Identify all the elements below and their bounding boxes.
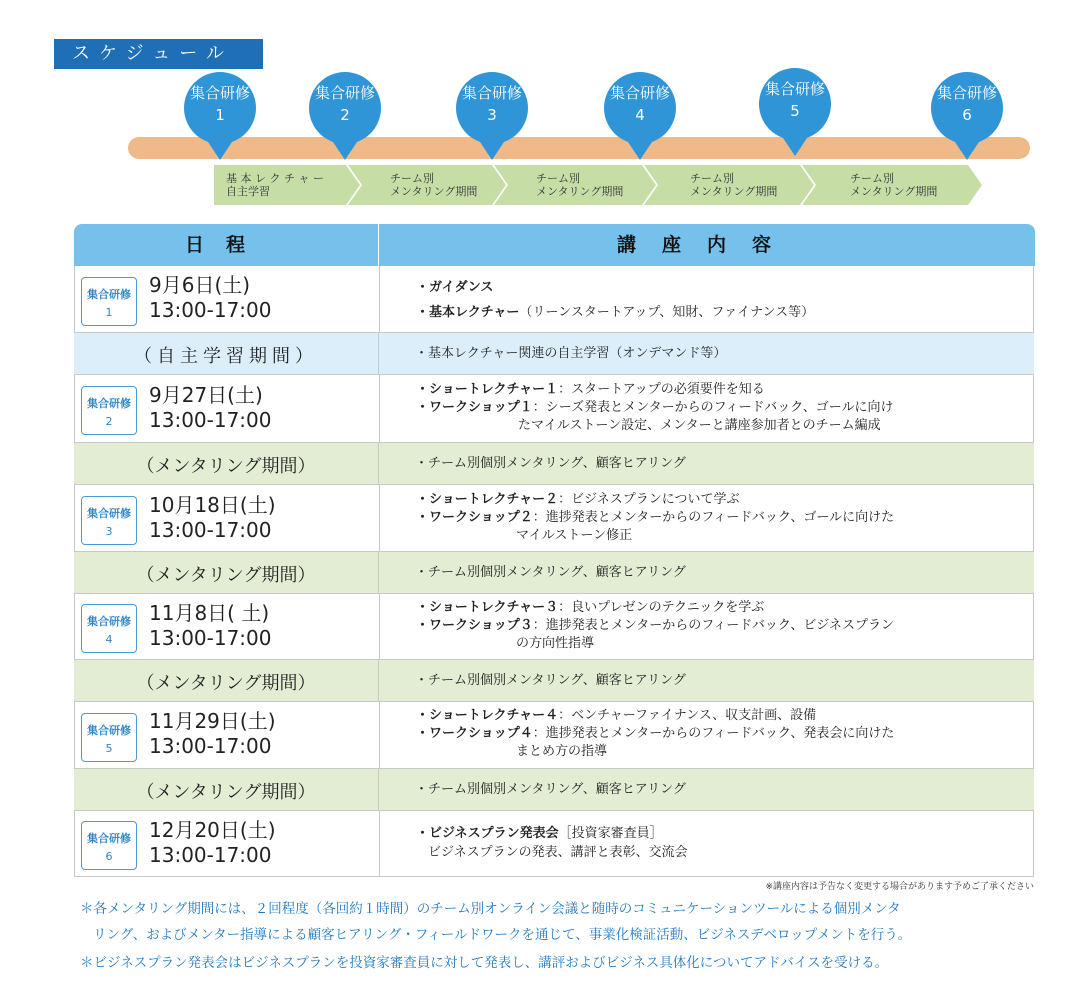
content-line-3: マイルストーン修正	[516, 528, 633, 543]
phase-title: チーム別	[850, 172, 894, 185]
footnote-1-line-2: リング、およびメンター指導による顧客ヒアリング・フィールドワークを通じて、事業化検証活動、ビジネスデベロップメントを行う。	[93, 927, 912, 943]
session-badge	[81, 713, 137, 762]
phase-title: チーム別	[536, 172, 580, 185]
badge-label: 集合研修	[87, 724, 131, 737]
badge-label: 集合研修	[87, 832, 131, 845]
content-line-2: ・ワークショップ１：シーズ発表とメンターからのフィードバック、ゴールに向け	[416, 400, 894, 415]
session-row-6	[74, 811, 1034, 877]
period-label: （メンタリング期間）	[136, 673, 316, 694]
content-line-2: ・ワークショップ２：進捗発表とメンターからのフィードバック、ゴールに向けた	[416, 510, 895, 525]
phase-title: チーム別	[390, 172, 434, 185]
period-row-self-study	[74, 333, 1034, 375]
phase-chevron-3	[494, 165, 656, 205]
session-badge	[81, 604, 137, 653]
disclaimer-note: ※講座内容は予告なく変更する場合があります予めご了承ください	[765, 882, 1034, 892]
period-content: ・チーム別個別メンタリング、顧客ヒアリング	[415, 673, 686, 688]
timeline-pin-5	[759, 68, 831, 156]
pin-number: 6	[962, 106, 972, 124]
session-badge	[81, 821, 137, 870]
session-badge	[81, 277, 137, 326]
footnote-2: ＊ビジネスプラン発表会はビジネスプランを投資家審査員に対して発表し、講評およびビジネス具体化についてアドバイスを受ける。	[80, 955, 889, 971]
phase-subtitle: メンタリング期間	[390, 185, 478, 198]
pin-number: 1	[215, 106, 225, 124]
pin-label: 集合研修	[314, 84, 375, 102]
pin-number: 2	[340, 106, 350, 124]
schedule-label: スケジュール	[54, 39, 263, 69]
phase-chevron-5	[802, 165, 982, 205]
badge-number: 5	[105, 742, 113, 755]
pin-number: 3	[487, 106, 497, 124]
phase-subtitle: メンタリング期間	[690, 185, 778, 198]
badge-number: 6	[105, 850, 113, 863]
session-date: 10月18日(土) 13:00-17:00	[149, 493, 276, 542]
period-label: （メンタリング期間）	[136, 456, 316, 477]
period-label: （自主学習期間）	[134, 346, 318, 367]
badge-label: 集合研修	[87, 507, 131, 520]
session-date: 12月20日(土) 13:00-17:00	[149, 818, 276, 867]
content-line-2: ビジネスプランの発表、講評と表彰、交流会	[428, 845, 688, 860]
phase-subtitle: メンタリング期間	[536, 185, 624, 198]
session-row-3	[74, 485, 1034, 552]
content-line-3: の方向性指導	[516, 636, 595, 651]
phase-title: チーム別	[690, 172, 734, 185]
header-content: 講座内容	[378, 224, 1035, 266]
session-badge	[81, 386, 137, 435]
period-label: （メンタリング期間）	[136, 782, 316, 803]
content-line-1: ・ビジネスプラン発表会［投資家審査員］	[416, 826, 663, 841]
badge-number: 1	[105, 306, 113, 319]
period-content: ・チーム別個別メンタリング、顧客ヒアリング	[415, 782, 686, 797]
pin-number: 4	[635, 106, 645, 124]
pin-number: 5	[790, 102, 800, 120]
period-row-mentoring-4	[74, 769, 1034, 811]
content-line-3: まとめ方の指導	[516, 744, 608, 759]
header-date: 日程	[74, 224, 378, 266]
badge-label: 集合研修	[87, 615, 131, 628]
session-badge	[81, 496, 137, 545]
period-content: ・基本レクチャー関連の自主学習（オンデマンド等）	[415, 346, 727, 361]
session-date: 11月29日(土) 13:00-17:00	[149, 709, 276, 758]
content-line-3: たマイルストーン設定、メンターと講座参加者とのチーム編成	[518, 418, 881, 433]
period-content: ・チーム別個別メンタリング、顧客ヒアリング	[415, 565, 686, 580]
content-line-1: ・ガイダンス	[416, 280, 494, 295]
period-row-mentoring-3	[74, 660, 1034, 702]
badge-label: 集合研修	[87, 397, 131, 410]
badge-number: 3	[105, 525, 113, 538]
content-line-1: ・ショートレクチャー１：スタートアップの必須要件を知る	[416, 382, 765, 397]
pin-label: 集合研修	[461, 84, 522, 102]
content-line-1: ・ショートレクチャー４：ベンチャーファイナンス、収支計画、設備	[416, 708, 817, 723]
content-line-1: ・ショートレクチャー２：ビジネスプランについて学ぶ	[416, 492, 740, 507]
pin-label: 集合研修	[609, 84, 670, 102]
timeline-pin-3	[456, 72, 528, 160]
period-row-mentoring-2	[74, 552, 1034, 594]
timeline-pin-6	[931, 72, 1003, 160]
period-label: （メンタリング期間）	[136, 565, 316, 586]
timeline-bar	[128, 137, 1030, 159]
period-content: ・チーム別個別メンタリング、顧客ヒアリング	[415, 456, 686, 471]
content-line-2: ・ワークショップ４：進捗発表とメンターからのフィードバック、発表会に向けた	[416, 726, 895, 741]
phase-subtitle: 自主学習	[226, 185, 270, 198]
session-date: 9月6日(土) 13:00-17:00	[149, 273, 272, 322]
content-line-2: ・基本レクチャー（リーンスタートアップ、知財、ファイナンス等）	[416, 305, 815, 320]
timeline-pin-4	[604, 72, 676, 160]
content-line-2: ・ワークショップ３：進捗発表とメンターからのフィードバック、ビジネスプラン	[416, 618, 895, 633]
period-row-mentoring-1	[74, 443, 1034, 485]
timeline-pin-1	[184, 72, 256, 160]
phase-chevron-4	[644, 165, 814, 205]
session-row-1	[74, 266, 1034, 333]
session-row-4	[74, 594, 1034, 660]
phase-subtitle: メンタリング期間	[850, 185, 938, 198]
phase-title: 基 本 レ ク チ ャ ー	[226, 172, 324, 185]
badge-label: 集合研修	[87, 288, 131, 301]
pin-label: 集合研修	[189, 84, 250, 102]
session-date: 11月8日( 土) 13:00-17:00	[149, 601, 272, 650]
phase-chevron-2	[348, 165, 506, 205]
session-row-2	[74, 375, 1034, 443]
badge-number: 2	[105, 415, 113, 428]
session-date: 9月27日(土) 13:00-17:00	[149, 383, 272, 432]
footnote-1-line-1: ＊各メンタリング期間には、２回程度（各回約１時間）のチーム別オンライン会議と随時のコミュニケーションツールによる個別メンタ	[80, 901, 901, 917]
content-line-1: ・ショートレクチャー３：良いプレゼンのテクニックを学ぶ	[416, 600, 765, 615]
pin-label: 集合研修	[936, 84, 997, 102]
pin-label: 集合研修	[764, 80, 825, 98]
timeline-pin-2	[309, 72, 381, 160]
phase-chevron-1	[214, 165, 360, 205]
session-row-5	[74, 702, 1034, 769]
badge-number: 4	[105, 633, 113, 646]
